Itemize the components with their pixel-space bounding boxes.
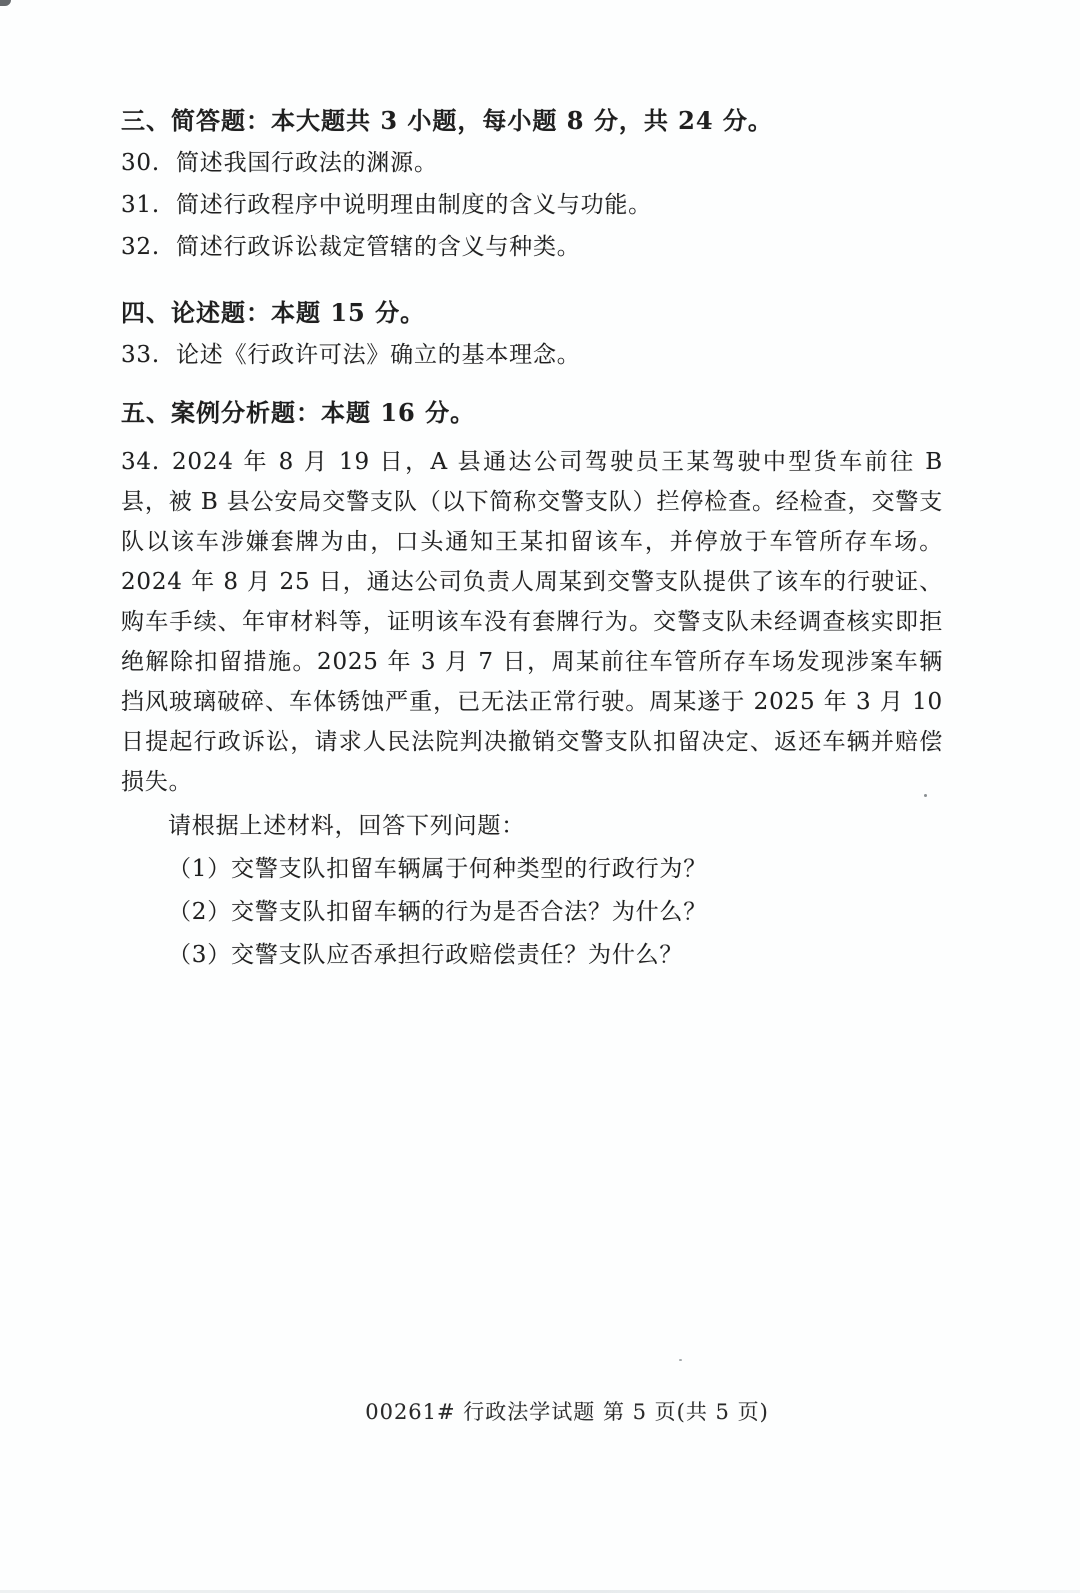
question-31 — [121, 190, 943, 220]
question-text: 简述行政诉讼裁定管辖的含义与种类。 — [175, 234, 581, 260]
question-number: 31. — [121, 192, 160, 218]
case-subquestion-2: （2）交警支队扣留车辆的行为是否合法？为什么？ — [168, 899, 708, 925]
exam-content — [121, 0, 943, 975]
section-heading-short-answer: 三、简答题：本大题共 3 小题，每小题 8 分，共 24 分。 — [121, 106, 773, 135]
case-prompt: 请根据上述材料，回答下列问题： — [168, 813, 525, 839]
section-short-answer — [121, 106, 943, 262]
question-text: 论述《行政许可法》确立的基本理念。 — [175, 342, 581, 368]
case-paragraph-34 — [121, 442, 943, 802]
section-essay — [121, 298, 943, 370]
scan-speck — [924, 794, 927, 797]
section-case-analysis — [121, 398, 943, 975]
case-subquestion-3: （3）交警支队应否承担行政赔偿责任？为什么？ — [168, 942, 684, 968]
section-heading-essay: 四、论述题：本题 15 分。 — [121, 298, 426, 327]
scan-speck-corner — [0, 0, 11, 6]
question-32 — [121, 232, 943, 262]
question-number: 32. — [121, 234, 160, 260]
question-number: 30. — [121, 150, 160, 176]
question-33 — [121, 340, 943, 370]
question-number: 33. — [121, 342, 160, 368]
question-text: 简述行政程序中说明理由制度的含义与功能。 — [175, 192, 652, 218]
page-footer: 00261# 行政法学试题 第 5 页(共 5 页) — [365, 1400, 769, 1424]
case-text: 2024 年 8 月 19 日，A 县通达公司驾驶员王某驾驶中型货车前往 B 县，被 B 县公安局交警支队（以下简称交警支队）拦停检查。经检查，交警支队以该车涉嫌套牌为由，口头通知王某扣留该车，并停放于车管所存车场。2024 年 8 月 25 日，通达公司负责人周某到交警支队提供了该车的行驶证、购车手续、年审材料等，证明该车没有套牌行为。交警支队未经调查核实即拒绝解除扣留措施。2025 年 3 月 7 日，周某前往车管所存车场发现涉案车辆挡风玻璃破碎、车体锈蚀严重，已无法正常行驶。周某遂于 2025 年 3 月 10 日提起行政诉讼，请求人民法院判决撤销交警支队扣留决定、返还车辆并赔偿损失。 — [121, 449, 943, 795]
question-text: 简述我国行政法的渊源。 — [175, 150, 438, 176]
question-number: 34. — [121, 449, 160, 475]
scan-speck — [679, 1359, 682, 1361]
question-30 — [121, 148, 943, 178]
section-heading-case-analysis: 五、案例分析题：本题 16 分。 — [121, 398, 476, 427]
case-subquestion-1: （1）交警支队扣留车辆属于何种类型的行政行为？ — [168, 856, 708, 882]
